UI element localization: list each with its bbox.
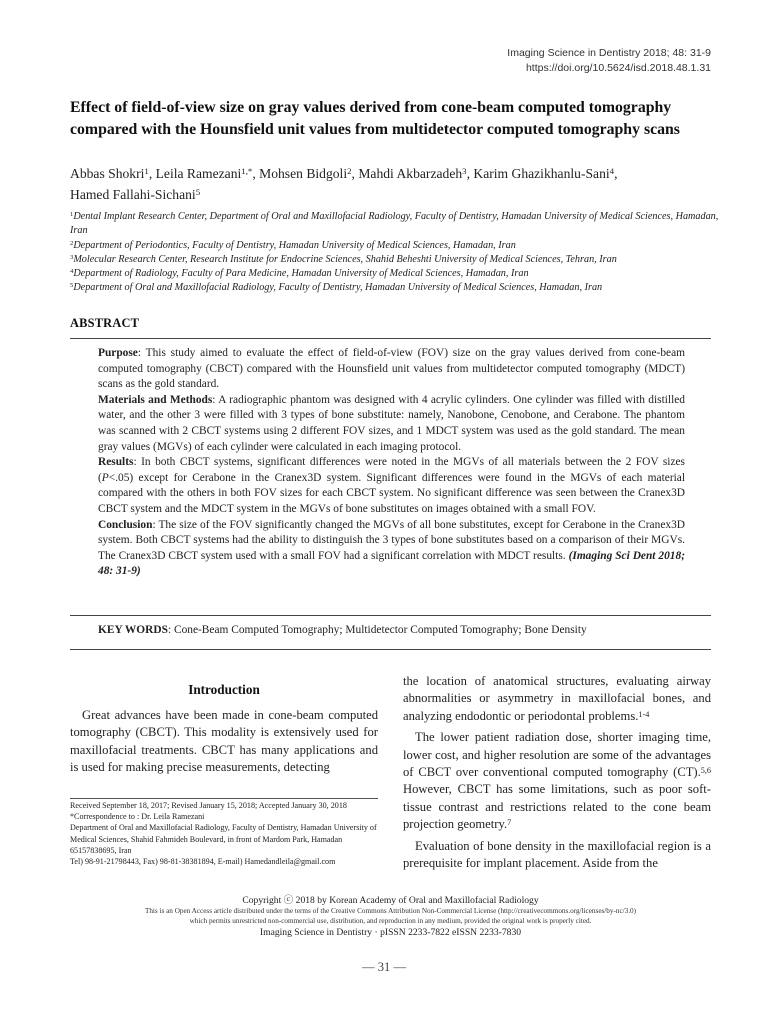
- author-name: Abbas Shokri: [70, 166, 145, 181]
- purpose-label: Purpose: [98, 347, 138, 359]
- results-label: Results: [98, 456, 134, 469]
- author-name: Karim Ghazikhanlu-Sani: [473, 166, 610, 181]
- intro-paragraph: Evaluation of bone density in the maxillofacial region is a prerequisite for implant placement. Aside from the: [403, 838, 711, 871]
- affiliation-text: Department of Radiology, Faculty of Para Medicine, Hamadan University of Medical Sciences, Hamadan, Iran: [73, 268, 529, 280]
- affiliation-text: Department of Oral and Maxillofacial Radiology, Faculty of Dentistry, Hamadan University of Medical Sciences, Hamadan, Iran: [73, 282, 603, 294]
- author-affiliation-mark: 1: [144, 166, 149, 176]
- affiliation-item: [70, 239, 720, 253]
- keywords-label: KEY WORDS: [98, 624, 168, 636]
- author-name: Leila Ramezani: [155, 166, 242, 181]
- abstract-methods: [98, 393, 685, 455]
- author-affiliation-mark: 1,*: [241, 166, 253, 176]
- affiliation-item: [70, 267, 720, 281]
- affiliation-text: Molecular Research Center, Research Institute for Endocrine Sciences, Shahid Beheshti University of Medical Sciences, Tehran, Iran: [73, 253, 617, 265]
- abstract-conclusion: [98, 518, 685, 580]
- results-text: : In both CBCT systems, significant differences were noted in the MGVs of all materials between the 2 FOV sizes (: [98, 456, 685, 484]
- author-affiliation-mark: 3: [462, 166, 467, 176]
- results-p-symbol: P: [101, 471, 109, 484]
- affiliation-text: Dental Implant Research Center, Department of Oral and Maxillofacial Radiology, Faculty of Dentistry, Hamadan University of Medical Sciences, Hamadan, Iran: [70, 211, 719, 237]
- paragraph-text: The lower patient radiation dose, shorter imaging time, lower cost, and higher resolution are some of the advantages of CBCT over conventional computed tomography (CT).: [403, 730, 711, 780]
- abstract-body: [98, 346, 685, 580]
- keywords: [98, 623, 708, 638]
- abstract-citation: (Imaging Sci Dent 2018; 48: 31-9): [98, 549, 685, 578]
- footnotes: [70, 800, 378, 867]
- right-column: [403, 673, 711, 876]
- journal-header: [507, 46, 711, 76]
- correspondence-address: Department of Oral and Maxillofacial Radiology, Faculty of Dentistry, Hamadan University of Medical Sciences, Shahid Fahmideh Boulevard, in front of Mardom Park, Hamadan 65157838695, Iran: [70, 823, 377, 855]
- intro-paragraph: Great advances have been made in cone-beam computed tomography (CBCT). This modality is extensively used for maxillofacial treatments. CBCT has many applications and is used for making precise measurements, detecting: [70, 708, 378, 775]
- issn-line: Imaging Science in Dentistry · pISSN 2233-7822 eISSN 2233-7830: [259, 927, 522, 939]
- author-affiliation-mark: 4: [609, 166, 615, 176]
- introduction-heading: Introduction: [188, 682, 260, 697]
- paragraph-text: However, CBCT has some limitations, such as poor soft-tissue contrast and restrictions related to the cone beam projection geometry.: [403, 782, 711, 832]
- abstract-heading: ABSTRACT: [70, 316, 140, 330]
- intro-paragraph: [403, 729, 711, 833]
- intro-paragraph: [403, 673, 711, 725]
- abstract-bottom-rule: [70, 615, 711, 616]
- citation-mark: 5,6: [700, 766, 711, 776]
- paragraph-text: the location of anatomical structures, evaluating airway abnormalities or asymmetry in maxillofacial bones, and analyzing endodontic or periodontal problems.: [403, 674, 711, 723]
- correspondence-contact: Tel) 98-91-21798443, Fax) 98-81-38381894, E-mail) Hamedandleila@gmail.com: [70, 857, 336, 867]
- abstract-top-rule: [70, 338, 711, 339]
- license-line: This is an Open Access article distributed under the terms of the Creative Commons Attribution Non-Commercial License (http://creativecommons.org/licenses/by-nc/3.0): [144, 907, 637, 915]
- affiliation-item: [70, 210, 720, 239]
- copyright-line: Copyright ⓒ 2018 by Korean Academy of Oral and Maxillofacial Radiology: [242, 895, 539, 906]
- doi-link[interactable]: https://doi.org/10.5624/isd.2018.48.1.31: [525, 62, 711, 74]
- affiliation-number: 1: [70, 211, 74, 218]
- conclusion-text: : The size of the FOV significantly changed the MGVs of all bone substitutes, except for Cerabone in the Cranex3D system. Both CBCT systems had the ability to distinguish the 3 types of bone substitutes based on a comparison of their MGVs. The Cranex3D CBCT system used with a small FOV had a significant correlation with MDCT results.: [98, 518, 685, 562]
- author-name: Hamed Fallahi-Sichani: [70, 187, 196, 202]
- article-title: Effect of field-of-view size on gray values derived from cone-beam computed tomography compared with the Hounsfield unit values from multidetector computed tomography scans: [70, 99, 680, 138]
- results-text-continued: <.05) except for Cerabone in the Cranex3D system. Significant differences were found in the MGVs of each material compared with the others in both FOV sizes for each CBCT system. No significant difference was seen between the Cranex3D CBCT system and the MDCT system in the MGVs of bone substitutes on images obtained with a small FOV.: [98, 471, 685, 515]
- citation-mark: 1-4: [638, 709, 650, 719]
- journal-citation: Imaging Science in Dentistry 2018; 48: 31-9: [507, 47, 711, 59]
- affiliation-number: 4: [70, 268, 74, 276]
- author-name: Mahdi Akbarzadeh: [358, 166, 463, 181]
- abstract-results: [98, 455, 685, 517]
- citation-mark: 7: [507, 818, 512, 828]
- purpose-text: : This study aimed to evaluate the effect of field-of-view (FOV) size on the gray values derived from cone-beam computed tomography (CBCT) compared with the Hounsfield unit values from multidetector computed tomography (MDCT) scans as the gold standard.: [98, 347, 685, 391]
- affiliation-number: 2: [70, 239, 74, 247]
- license-line: which permits unrestricted non-commercial use, distribution, and reproduction in any medium, provided the original work is properly cited.: [189, 916, 592, 925]
- affiliation-list: [70, 210, 720, 296]
- copyright-block: [70, 895, 711, 939]
- correspondence-line: *Correspondence to : Dr. Leila Ramezani: [70, 812, 205, 822]
- affiliation-item: [70, 281, 720, 295]
- author-name: Mohsen Bidgoli: [259, 166, 348, 181]
- methods-label: Materials and Methods: [98, 393, 213, 406]
- affiliation-item: [70, 253, 720, 267]
- conclusion-label: Conclusion: [98, 518, 153, 531]
- author-affiliation-mark: 5: [195, 187, 201, 197]
- affiliation-number: 3: [70, 253, 74, 261]
- page-number: — 31 —: [361, 960, 407, 974]
- keywords-text: : Cone-Beam Computed Tomography; Multidetector Computed Tomography; Bone Density: [167, 624, 587, 636]
- methods-text: : A radiographic phantom was designed with 4 acrylic cylinders. One cylinder was filled with distilled water, and the other 3 were filled with 3 types of bone substitute: namely, Nanobone, Cenobone, and Cerabone. The phantom was scanned with 2 CBCT systems using 2 different FOV sizes, and 1 MDCT system was used as the gold standard. The mean gray values (MGVs) of each cylinder were calculated in each imaging protocol.: [98, 393, 685, 453]
- affiliation-text: Department of Periodontics, Faculty of Dentistry, Hamadan University of Medical Sciences, Hamadan, Iran: [73, 239, 516, 251]
- footnote-rule: [70, 798, 378, 799]
- author-list: Abbas Shokri$^1$, Leila Ramezani$^{1,*}$, Mohsen Bidgoli$^2$, Mahdi Akbarzadeh$^3$, Karim Ghazikhanlu-Sani$^4$, Hamed Fallahi-Sichani$^5$: [70, 166, 618, 202]
- author-affiliation-mark: 2: [347, 166, 352, 176]
- received-dates: Received September 18, 2017; Revised January 15, 2018; Accepted January 30, 2018: [70, 801, 347, 810]
- left-column: [70, 682, 378, 777]
- abstract-purpose: [98, 346, 685, 393]
- keywords-bottom-rule: [70, 649, 711, 650]
- affiliation-number: 5: [70, 282, 74, 290]
